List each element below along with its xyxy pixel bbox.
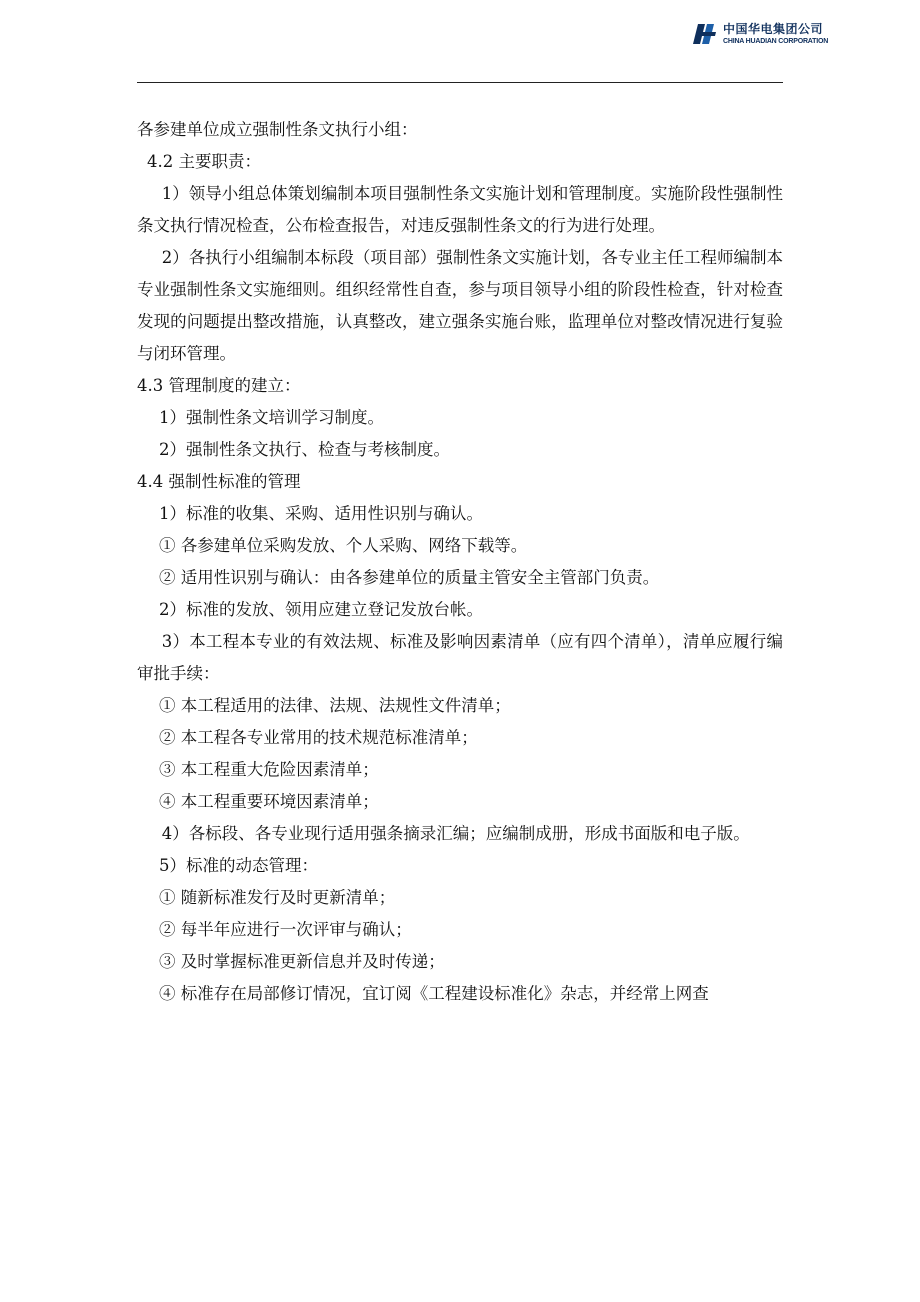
paragraph-lists: 3）本工程本专业的有效法规、标准及影响因素清单（应有四个清单），清单应履行编审批手续： xyxy=(137,632,783,683)
paragraph-compilation: 4）各标段、各专业现行适用强条摘录汇编；应编制成册，形成书面版和电子版。 xyxy=(161,824,750,843)
header-divider xyxy=(137,82,783,83)
list-item: ③ 本工程重大危险因素清单； xyxy=(159,760,379,779)
section-heading-4-3: 4.3 管理制度的建立： xyxy=(137,376,301,395)
list-item: ① 本工程适用的法律、法规、法规性文件清单； xyxy=(159,696,511,715)
list-item: ④ 标准存在局部修订情况，宜订阅《工程建设标准化》杂志，并经常上网查 xyxy=(159,984,709,1003)
list-item: ② 适用性识别与确认：由各参建单位的质量主管安全主管部门负责。 xyxy=(159,568,660,587)
document-body xyxy=(137,114,783,1010)
logo-chinese-name: 中国华电集团公司 xyxy=(723,22,824,36)
list-item: ① 随新标准发行及时更新清单； xyxy=(159,888,396,907)
list-item: 2）标准的发放、领用应建立登记发放台帐。 xyxy=(159,600,483,619)
section-heading-4-4: 4.4 强制性标准的管理 xyxy=(137,472,301,491)
paragraph-duty-2: 2）各执行小组编制本标段（项目部）强制性条文实施计划，各专业主任工程师编制本专业强制性条文实施细则。组织经常性自查，参与项目领导小组的阶段性检查，针对检查发现的问题提出整改措施，认真整改，建立强条实施台账，监理单位对整改情况进行复验与闭环管理。 xyxy=(137,248,783,363)
list-item: ② 本工程各专业常用的技术规范标准清单； xyxy=(159,728,478,747)
list-item: ④ 本工程重要环境因素清单； xyxy=(159,792,379,811)
list-item: 1）强制性条文培训学习制度。 xyxy=(159,408,384,427)
text-line: 各参建单位成立强制性条文执行小组： xyxy=(137,120,418,139)
list-item: 1）标准的收集、采购、适用性识别与确认。 xyxy=(159,504,483,523)
list-item: 5）标准的动态管理： xyxy=(159,856,318,875)
huadian-logo-icon xyxy=(692,20,720,48)
list-item: ② 每半年应进行一次评审与确认； xyxy=(159,920,412,939)
list-item: 2）强制性条文执行、检查与考核制度。 xyxy=(159,440,450,459)
section-heading-4-2: 4.2 主要职责： xyxy=(147,152,261,171)
list-item: ③ 及时掌握标准更新信息并及时传递； xyxy=(159,952,445,971)
paragraph-duty-1: 1）领导小组总体策划编制本项目强制性条文实施计划和管理制度。实施阶段性强制性条文执行情况检查，公布检查报告，对违反强制性条文的行为进行处理。 xyxy=(137,184,783,235)
company-logo xyxy=(692,18,832,52)
logo-english-name: CHINA HUADIAN CORPORATION xyxy=(723,38,829,45)
list-item: ① 各参建单位采购发放、个人采购、网络下载等。 xyxy=(159,536,528,555)
